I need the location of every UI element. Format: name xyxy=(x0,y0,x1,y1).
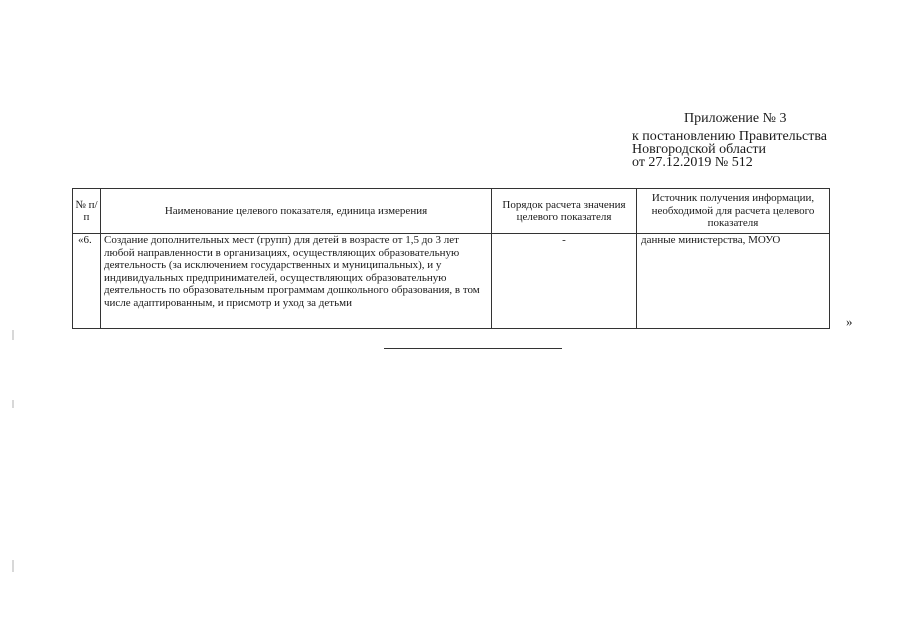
scan-artifact xyxy=(12,400,14,408)
column-header-name: Наименование целевого показателя, единица измерения xyxy=(101,189,492,234)
appendix-ref-line: к постановлению Правительства xyxy=(632,129,828,144)
table-header-row xyxy=(73,189,830,234)
column-header-number: № п/п xyxy=(73,189,101,234)
cell-source: данные министерства, МОУО xyxy=(637,234,830,329)
cell-number: «6. xyxy=(73,234,101,329)
scan-artifact xyxy=(12,560,14,572)
appendix-title: Приложение № 3 xyxy=(684,111,787,126)
closing-quote: » xyxy=(846,314,853,329)
appendix-ref-line: от 27.12.2019 № 512 xyxy=(632,155,753,170)
table-row xyxy=(73,234,830,329)
indicators-table xyxy=(72,188,830,329)
end-divider-line xyxy=(384,348,562,349)
column-header-source: Источник получения информации, необходимой для расчета целевого показателя xyxy=(637,189,830,234)
cell-indicator-name: Создание дополнительных мест (групп) для детей в возрасте от 1,5 до 3 лет любой направленности в организациях, осуществляющих образовательную деятельность (за исключением государственных и муниципальных), и у индивидуальных предпринимателей, осуществляющих образовательную деятельность по образовательным программам дошкольного образования, в том числе адаптированным, и присмотр и уход за детьми xyxy=(101,234,492,329)
appendix-reference xyxy=(632,130,827,169)
cell-calculation: - xyxy=(492,234,637,329)
appendix-ref-line: Новгородской области xyxy=(632,142,766,157)
scan-artifact xyxy=(12,330,14,340)
column-header-calculation: Порядок расчета значения целевого показателя xyxy=(492,189,637,234)
